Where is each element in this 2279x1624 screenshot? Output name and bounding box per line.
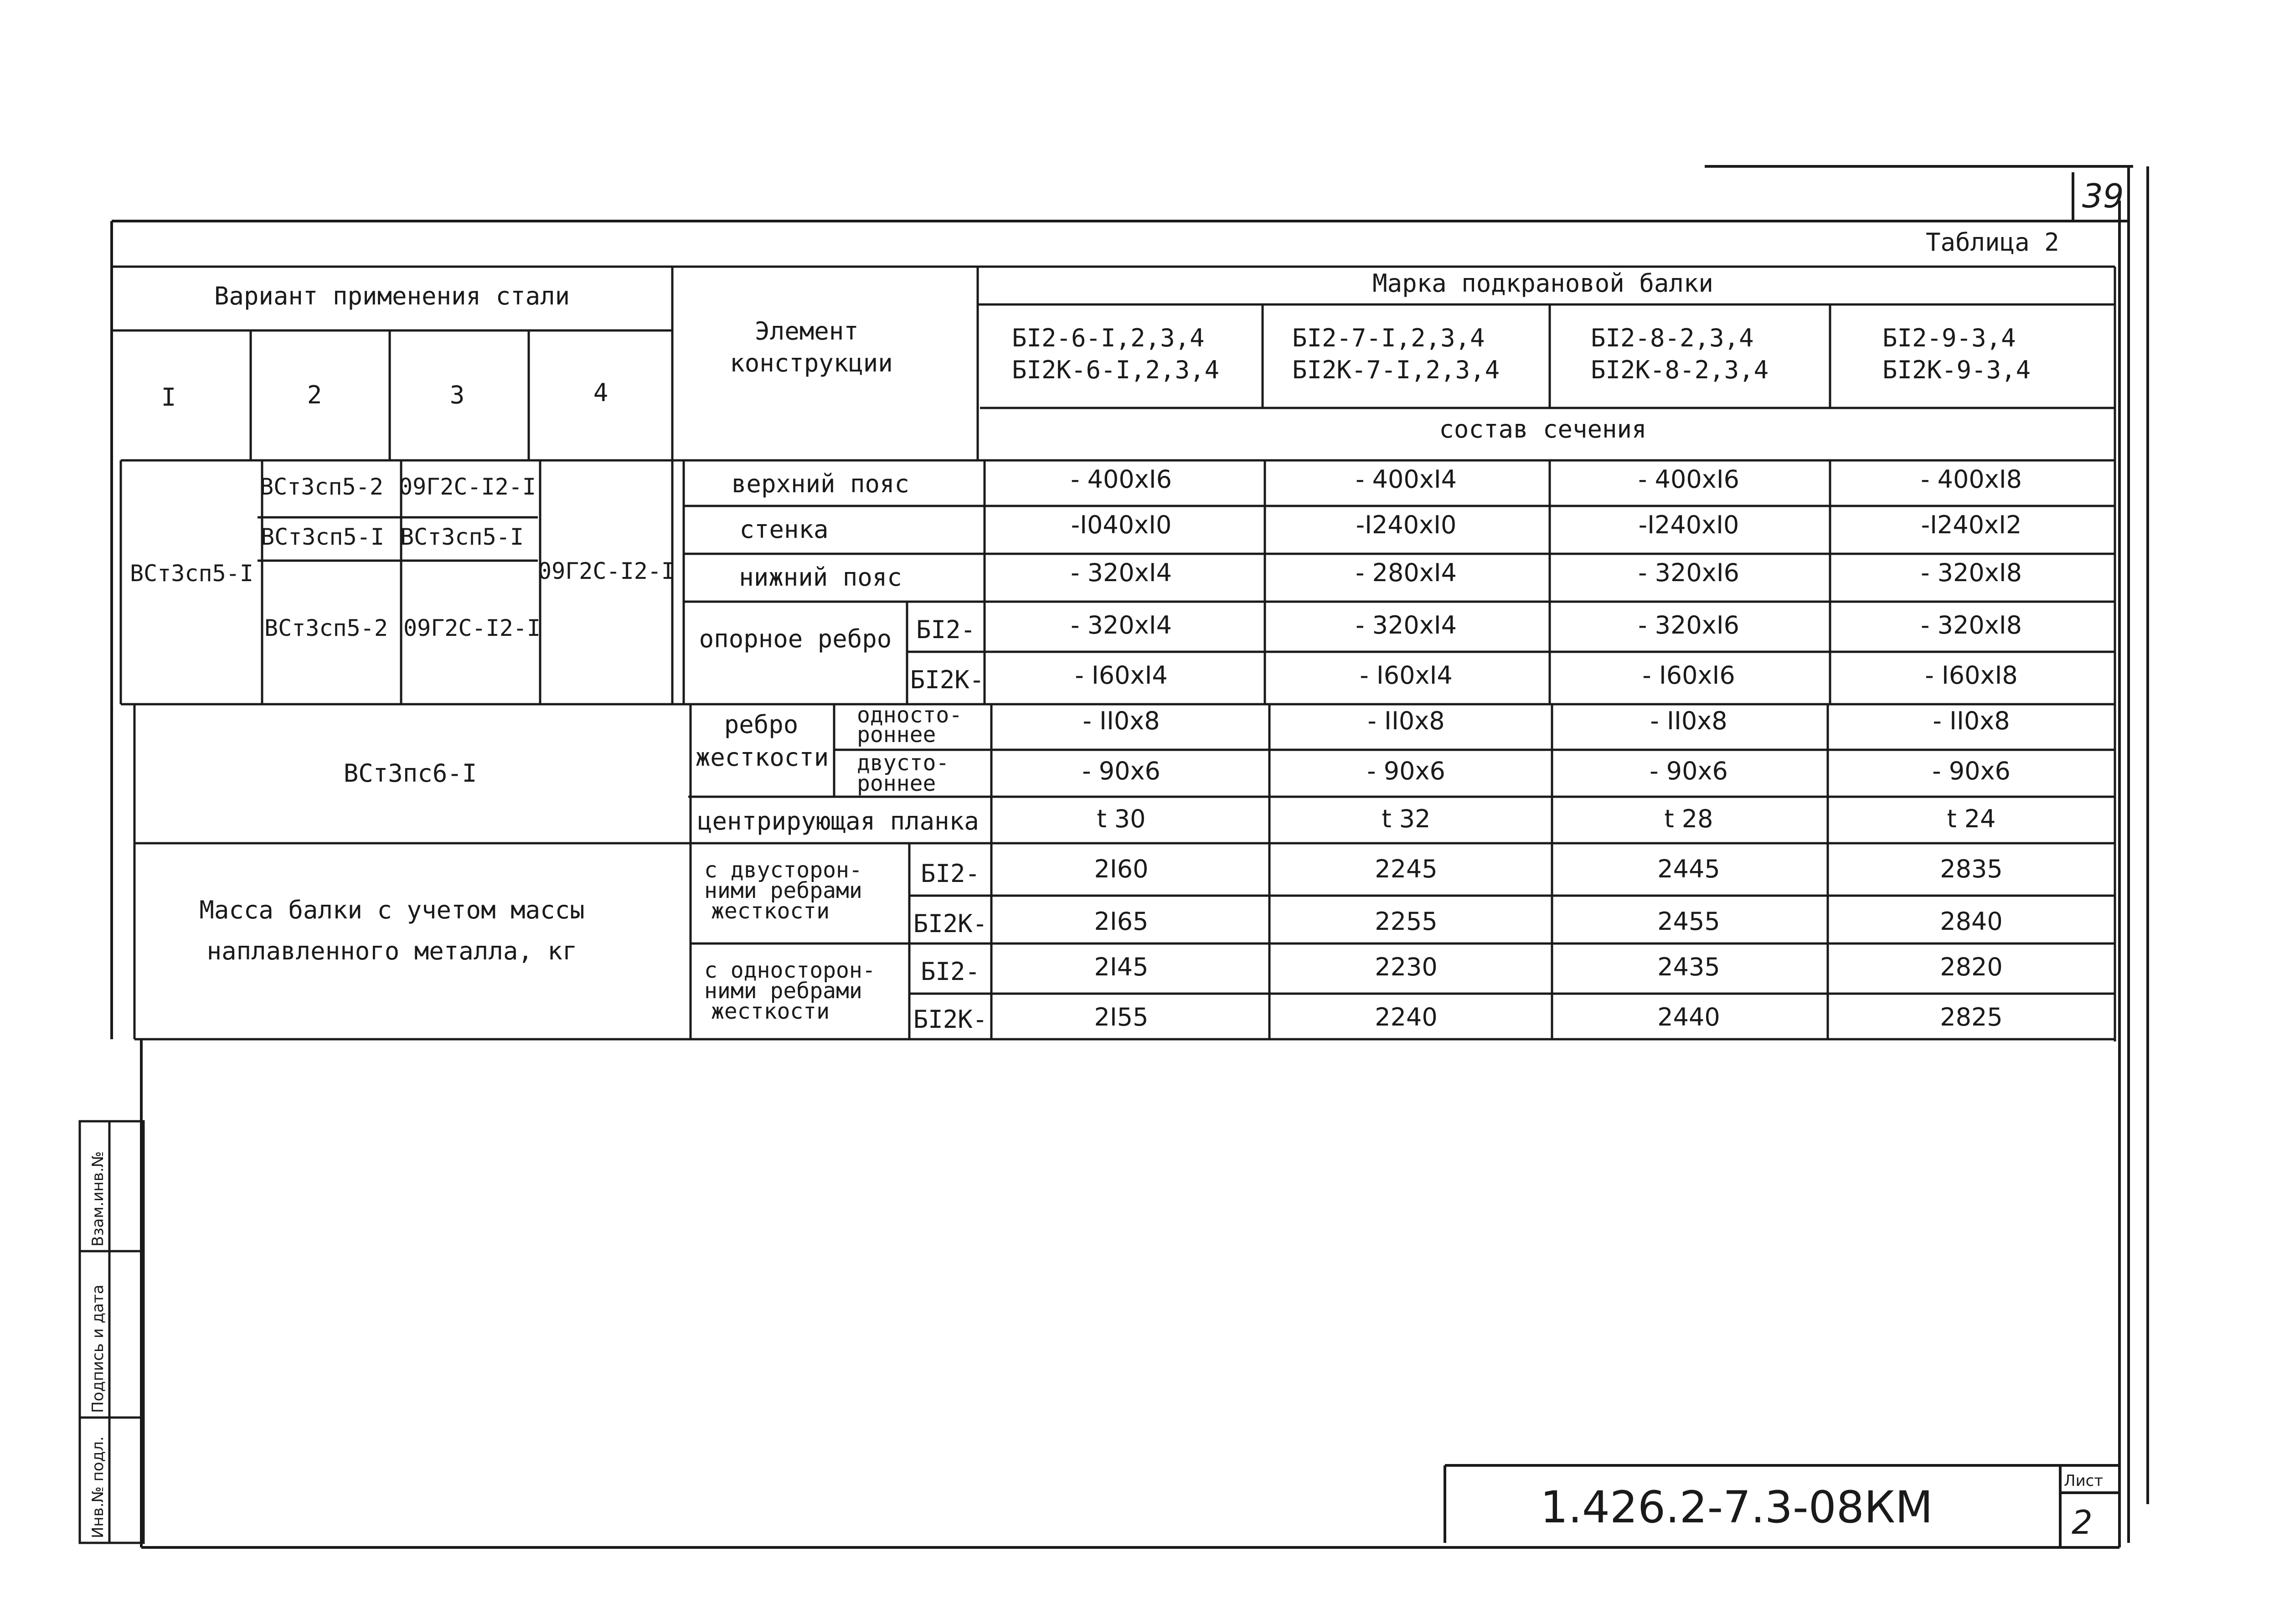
cell-mass-two-b-1: 2I60 bbox=[1094, 855, 1149, 883]
cell-mass-two-bk-1: 2I65 bbox=[1094, 907, 1149, 936]
cell-support-bk-1: - I60xI4 bbox=[1075, 661, 1168, 690]
cell-mass-one-b-1: 2I45 bbox=[1094, 953, 1149, 981]
side-stamp bbox=[80, 1121, 144, 1543]
cell-mass-one-b-4: 2820 bbox=[1940, 953, 2003, 981]
brand-3-line2: БI2К-8-2,3,4 bbox=[1591, 356, 1769, 384]
cell-stiff-one-3: - II0x8 bbox=[1650, 706, 1727, 735]
cell-mass-two-bk-4: 2840 bbox=[1940, 907, 2003, 936]
header-section: состав сечения bbox=[1439, 415, 1647, 443]
cell-bottom-chord-4: - 320xI8 bbox=[1921, 558, 2022, 587]
cell-stiff-two-4: - 90x6 bbox=[1932, 757, 2011, 785]
header-element-line1: Элемент bbox=[755, 317, 859, 345]
cell-top-chord-2: - 400xI4 bbox=[1356, 465, 1457, 494]
cell-mass-one-b-3: 2435 bbox=[1657, 953, 1720, 981]
header-variant-col-2: 2 bbox=[307, 381, 322, 409]
cell-mass-one-b-2: 2230 bbox=[1375, 953, 1438, 981]
mass-label-line2: наплавленного металла, кг bbox=[206, 937, 577, 965]
cell-mass-two-bk-2: 2255 bbox=[1375, 907, 1438, 936]
value-cells bbox=[1071, 465, 2022, 1031]
label-centering: центрирующая планка bbox=[697, 807, 979, 835]
header-brand: Марка подкрановой балки bbox=[1372, 269, 1713, 298]
label-mass-two-sub-bk: БI2К- bbox=[913, 909, 988, 938]
steel-stiffener: ВСт3пс6-I bbox=[343, 759, 477, 788]
cell-mass-one-bk-4: 2825 bbox=[1940, 1003, 2003, 1031]
page-number: 39 bbox=[2082, 177, 2124, 215]
header-element-line2: конструкции bbox=[730, 349, 893, 377]
cell-mass-two-b-2: 2245 bbox=[1375, 855, 1438, 883]
label-mass-two-line1: с двусторон- bbox=[704, 857, 862, 883]
brand-4-line1: БI2-9-3,4 bbox=[1882, 324, 2016, 352]
cell-web-2: -I240xI0 bbox=[1356, 510, 1457, 539]
label-two-sided-line2: роннее bbox=[857, 771, 936, 796]
table-title: Таблица 2 bbox=[1926, 228, 2059, 257]
cell-centering-2: t 32 bbox=[1382, 804, 1431, 833]
cell-web-1: -I040xI0 bbox=[1071, 510, 1172, 539]
label-one-sided-line2: роннее bbox=[857, 722, 936, 748]
label-mass-one-line1: с односторон- bbox=[704, 958, 876, 983]
steel-variants bbox=[130, 474, 675, 965]
cell-stiff-one-2: - II0x8 bbox=[1367, 706, 1445, 735]
cell-mass-one-bk-1: 2I55 bbox=[1094, 1003, 1149, 1031]
label-mass-one-sub-bk: БI2К- bbox=[913, 1005, 988, 1034]
label-bottom-chord: нижний пояс bbox=[739, 563, 902, 592]
steel-v3-row2: ВСт3сп5-I bbox=[400, 524, 524, 550]
cell-centering-3: t 28 bbox=[1664, 804, 1713, 833]
cell-centering-1: t 30 bbox=[1097, 804, 1146, 833]
cell-support-bk-3: - I60xI6 bbox=[1642, 661, 1735, 690]
label-mass-two-sub-b: БI2- bbox=[920, 859, 980, 888]
label-mass-one-line3: жесткости bbox=[711, 999, 830, 1024]
brand-2-line1: БI2-7-I,2,3,4 bbox=[1292, 324, 1485, 352]
cell-bottom-chord-2: - 280xI4 bbox=[1356, 558, 1457, 587]
cell-web-3: -I240xI0 bbox=[1638, 510, 1739, 539]
steel-v4: 09Г2С-I2-I bbox=[538, 558, 675, 584]
cell-stiff-two-3: - 90x6 bbox=[1650, 757, 1728, 785]
brand-headers bbox=[1012, 324, 2031, 384]
cell-mass-two-b-3: 2445 bbox=[1657, 855, 1720, 883]
header-variant-col-3: 3 bbox=[449, 381, 465, 409]
cell-mass-two-b-4: 2835 bbox=[1940, 855, 2003, 883]
label-mass-two-line2: ними ребрами bbox=[704, 878, 862, 903]
label-mass-two-line3: жесткости bbox=[711, 898, 830, 924]
cell-top-chord-4: - 400xI8 bbox=[1921, 465, 2022, 494]
stamp-signature-date: Подпись и дата bbox=[89, 1284, 107, 1413]
cell-support-bk-4: - I60xI8 bbox=[1925, 661, 2018, 690]
cell-centering-4: t 24 bbox=[1947, 804, 1996, 833]
cell-mass-one-bk-3: 2440 bbox=[1657, 1003, 1720, 1031]
label-two-sided-line1: двусто- bbox=[857, 750, 949, 776]
steel-v3-row3: 09Г2С-I2-I bbox=[403, 615, 541, 641]
label-top-chord: верхний пояс bbox=[731, 469, 910, 498]
cell-bottom-chord-1: - 320xI4 bbox=[1071, 558, 1172, 587]
label-support-sub-bk: БI2К- bbox=[910, 665, 985, 694]
brand-3-line1: БI2-8-2,3,4 bbox=[1591, 324, 1754, 352]
cell-web-4: -I240xI2 bbox=[1921, 510, 2022, 539]
cell-support-bk-2: - I60xI4 bbox=[1360, 661, 1453, 690]
cell-stiff-two-2: - 90x6 bbox=[1367, 757, 1445, 785]
stamp-replace-inv: Взам.инв.№ bbox=[89, 1151, 107, 1247]
cell-support-b-2: - 320xI4 bbox=[1356, 611, 1457, 639]
steel-v2-row1: ВСт3сп5-2 bbox=[260, 474, 383, 500]
label-one-sided-line1: односто- bbox=[857, 702, 963, 728]
header-variant-col-1: I bbox=[161, 383, 176, 412]
mass-label-line1: Масса балки с учетом массы bbox=[199, 896, 585, 924]
brand-4-line2: БI2К-9-3,4 bbox=[1882, 356, 2031, 384]
sheet-label: Лист bbox=[2064, 1472, 2104, 1490]
steel-v1: ВСт3сп5-I bbox=[130, 560, 253, 587]
steel-v2-row2: ВСт3сп5-I bbox=[261, 524, 384, 550]
sheet-number: 2 bbox=[2072, 1503, 2093, 1542]
steel-v3-row1: 09Г2С-I2-I bbox=[399, 474, 536, 500]
cell-support-b-1: - 320xI4 bbox=[1071, 611, 1172, 639]
cell-bottom-chord-3: - 320xI6 bbox=[1638, 558, 1739, 587]
brand-1-line1: БI2-6-I,2,3,4 bbox=[1012, 324, 1205, 352]
cell-stiff-two-1: - 90x6 bbox=[1082, 757, 1160, 785]
brand-1-line2: БI2К-6-I,2,3,4 bbox=[1012, 356, 1220, 384]
cell-top-chord-3: - 400xI6 bbox=[1638, 465, 1739, 494]
cell-support-b-3: - 320xI6 bbox=[1638, 611, 1739, 639]
label-mass-one-sub-b: БI2- bbox=[920, 957, 980, 986]
label-support-sub-b: БI2- bbox=[916, 615, 976, 644]
cell-stiff-one-1: - II0x8 bbox=[1083, 706, 1160, 735]
brand-2-line2: БI2К-7-I,2,3,4 bbox=[1292, 356, 1500, 384]
label-stiff-rib-line1: ребро bbox=[724, 710, 799, 739]
page-number-box bbox=[2073, 172, 2124, 220]
cell-mass-one-bk-2: 2240 bbox=[1375, 1003, 1438, 1031]
header-variant-col-4: 4 bbox=[593, 378, 608, 407]
steel-v2-row3: ВСт3сп5-2 bbox=[264, 615, 388, 641]
header-variant: Вариант применения стали bbox=[214, 282, 570, 310]
label-support-rib: опорное ребро bbox=[699, 624, 892, 653]
cell-stiff-one-4: - II0x8 bbox=[1933, 706, 2010, 735]
cell-top-chord-1: - 400xI6 bbox=[1071, 465, 1172, 494]
label-web: стенка bbox=[739, 515, 829, 544]
cell-mass-two-bk-3: 2455 bbox=[1657, 907, 1720, 936]
cell-support-b-4: - 320xI8 bbox=[1921, 611, 2022, 639]
document-code: 1.426.2-7.3-08КМ bbox=[1540, 1482, 1933, 1533]
title-block bbox=[1445, 1465, 2119, 1547]
label-stiff-rib-line2: жесткости bbox=[695, 743, 829, 772]
label-mass-one-line2: ними ребрами bbox=[704, 978, 862, 1004]
stamp-inv-original: Инв.№ подл. bbox=[89, 1436, 107, 1538]
